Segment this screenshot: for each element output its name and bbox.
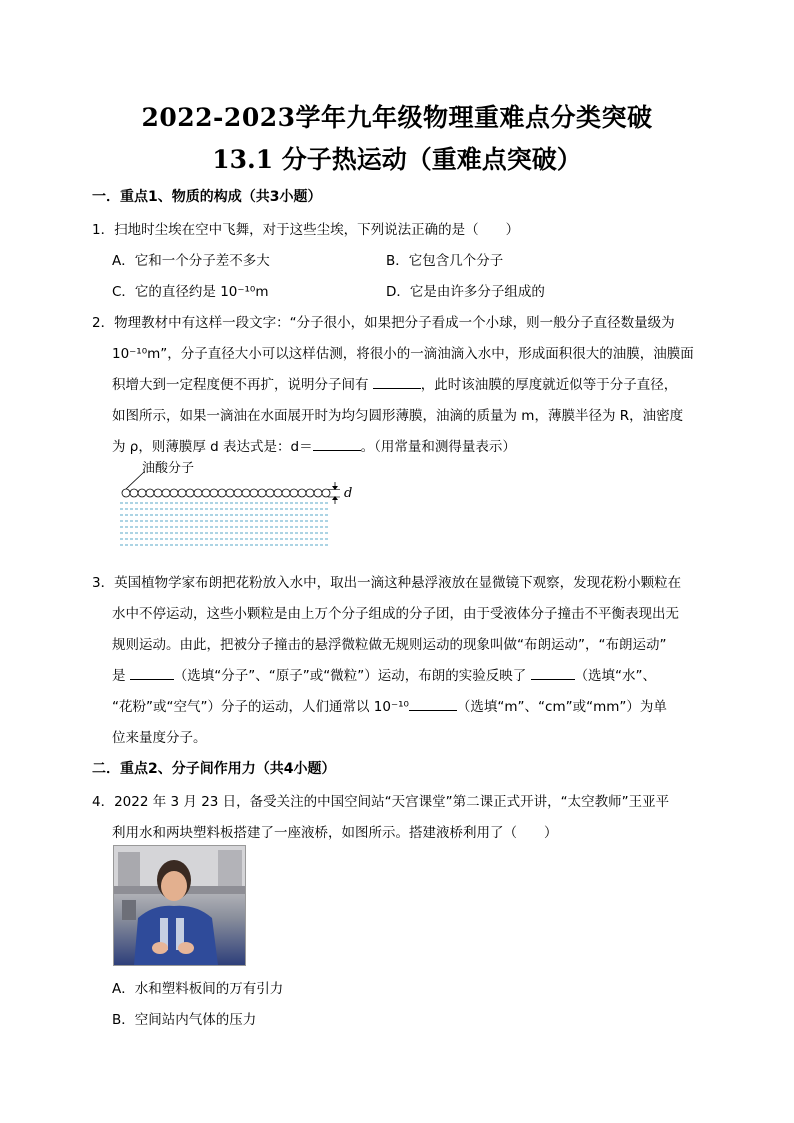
question-3-line-4 xyxy=(112,664,656,684)
question-4-line-2: 利用水和两块塑料板搭建了一座液桥，如图所示。搭建液桥利用了（ ） xyxy=(112,825,558,841)
question-1-option-c: C．它的直径约是 10⁻¹⁰m xyxy=(112,284,269,300)
answer-blank[interactable] xyxy=(130,667,174,680)
question-3-line-4-c: （选填“水”、 xyxy=(574,668,657,684)
question-2-line-3-b: ，此时该油膜的厚度就近似等于分子直径， xyxy=(420,377,678,393)
thickness-symbol: d xyxy=(344,486,353,501)
question-2-line-1: 2．物理教材中有这样一段文字：“分子很小，如果把分子看成一个小球，则一般分子直径数量级为 xyxy=(92,315,675,331)
oil-molecule-label: 油酸分子 xyxy=(142,461,195,476)
oil-molecule xyxy=(258,489,266,497)
answer-blank[interactable] xyxy=(373,376,421,389)
oil-molecule xyxy=(226,489,234,497)
question-4-option-a: A．水和塑料板间的万有引力 xyxy=(112,981,284,997)
question-2-line-5-a: 为 ρ，则薄膜厚 d 表达式是：d＝ xyxy=(112,439,313,455)
question-2-line-5 xyxy=(112,435,516,455)
question-2-line-5-b: 。（用常量和测得量表示） xyxy=(360,439,516,455)
oil-molecule xyxy=(210,489,218,497)
oil-molecule xyxy=(186,489,194,497)
question-3-line-4-a: 是 xyxy=(112,668,126,684)
question-4-line-1: 4．2022 年 3 月 23 日，备受关注的中国空间站“天宫课堂”第二课正式开讲，“太空教师”王亚平 xyxy=(92,794,670,810)
oil-molecule xyxy=(322,489,330,497)
answer-blank[interactable] xyxy=(313,438,361,451)
question-2-line-3 xyxy=(112,373,677,393)
label-pointer-line xyxy=(126,472,144,489)
oil-molecule xyxy=(282,489,290,497)
section-heading-2: 二．重点2、分子间作用力（共4小题） xyxy=(92,761,336,777)
oil-molecule xyxy=(122,489,130,497)
oil-molecule xyxy=(162,489,170,497)
oil-molecule xyxy=(306,489,314,497)
question-3-line-5 xyxy=(112,695,667,715)
question-3-line-6: 位来量度分子。 xyxy=(112,730,207,746)
oil-molecule xyxy=(138,489,146,497)
answer-blank[interactable] xyxy=(531,667,575,680)
question-3-line-4-b: （选填“分子”、“原子”或“微粒”）运动，布朗的实验反映了 xyxy=(173,668,527,684)
oil-molecule xyxy=(202,489,210,497)
document-subtitle: 13.1 分子热运动（重难点突破） xyxy=(212,145,582,174)
oil-molecule xyxy=(146,489,154,497)
oil-molecule xyxy=(242,489,250,497)
question-4-option-b: B．空间站内气体的压力 xyxy=(112,1012,257,1028)
section-heading-1: 一．重点1、物质的构成（共3小题） xyxy=(92,189,322,205)
space-station-photo xyxy=(113,845,246,966)
question-3-line-3: 规则运动。由此，把被分子撞击的悬浮微粒做无规则运动的现象叫做“布朗运动”，“布朗运动” xyxy=(112,637,667,653)
question-2-line-4: 如图所示，如果一滴油在水面展开时为均匀圆形薄膜，油滴的质量为 m，薄膜半径为 R，油密度 xyxy=(112,408,684,424)
answer-blank[interactable] xyxy=(409,698,457,711)
arrowhead-up xyxy=(332,496,338,500)
oil-molecule xyxy=(298,489,306,497)
oil-molecule xyxy=(218,489,226,497)
oil-molecule xyxy=(194,489,202,497)
question-2-line-2: 10⁻¹⁰m”，分子直径大小可以这样估测，将很小的一滴油滴入水中，形成面积很大的油膜，油膜面 xyxy=(112,346,694,362)
question-1-option-b: B．它包含几个分子 xyxy=(386,253,504,269)
oil-molecule xyxy=(170,489,178,497)
oil-molecule xyxy=(154,489,162,497)
question-2-line-3-a: 积增大到一定程度便不再扩，说明分子间有 xyxy=(112,377,369,393)
question-3-line-1: 3．英国植物学家布朗把花粉放入水中，取出一滴这种悬浮液放在显微镜下观察，发现花粉小颗粒在 xyxy=(92,575,682,591)
question-3-line-2: 水中不停运动，这些小颗粒是由上万个分子组成的分子团，由于受液体分子撞击不平衡表现出无 xyxy=(112,606,679,622)
oil-molecule xyxy=(178,489,186,497)
oil-molecule xyxy=(314,489,322,497)
question-3-line-5-a: “花粉”或“空气”）分子的运动，人们通常以 10⁻¹⁰ xyxy=(112,699,409,715)
oil-molecule xyxy=(266,489,274,497)
oil-film-diagram xyxy=(116,460,366,555)
oil-molecule xyxy=(290,489,298,497)
document-title: 2022-2023学年九年级物理重难点分类突破 xyxy=(141,103,653,132)
water-surface xyxy=(120,503,328,545)
oil-molecule xyxy=(250,489,258,497)
photo-illustration xyxy=(114,846,245,965)
oil-molecules xyxy=(122,489,330,497)
question-1-stem: 1．扫地时尘埃在空中飞舞，对于这些尘埃，下列说法正确的是（ ） xyxy=(92,222,520,238)
question-3-line-5-b: （选填“m”、“cm”或“mm”）为单 xyxy=(456,699,667,715)
oil-molecule xyxy=(130,489,138,497)
oil-molecule xyxy=(234,489,242,497)
question-1-option-a: A．它和一个分子差不多大 xyxy=(112,253,270,269)
question-1-option-d: D．它是由许多分子组成的 xyxy=(386,284,545,300)
oil-molecule xyxy=(274,489,282,497)
